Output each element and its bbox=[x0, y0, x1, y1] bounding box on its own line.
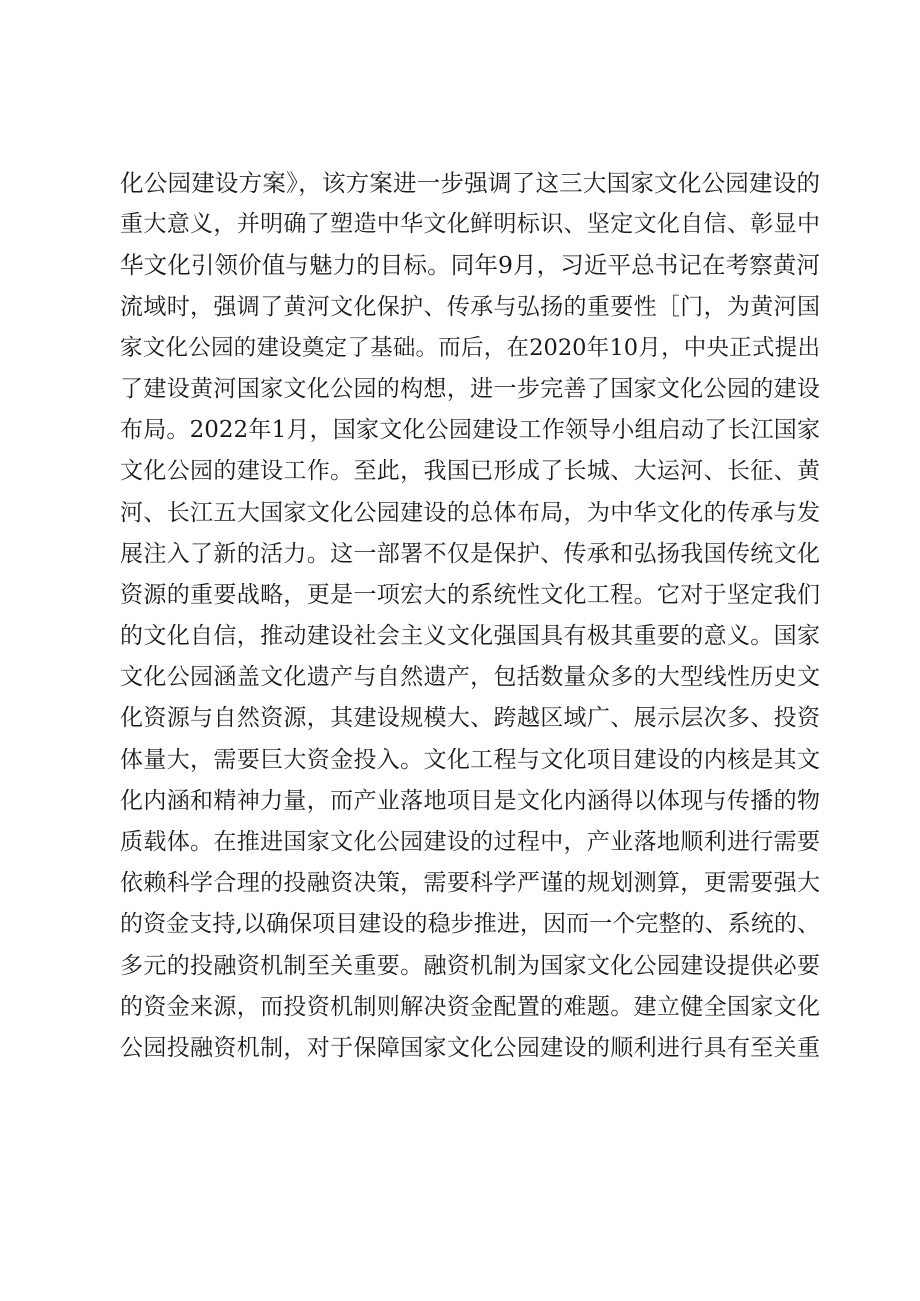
text-line: 展注入了新的活力。这一部署不仅是保护、传承和弘扬我国传统文化 bbox=[120, 540, 820, 567]
text-line: 多元的投融资机制至关重要。融资机制为国家文化公园建设提供必要 bbox=[120, 952, 820, 979]
text-line: 河、长江五大国家文化公园建设的总体布局，为中华文化的传承与发 bbox=[120, 499, 820, 526]
text-line: 重大意义，并明确了塑造中华文化鲜明标识、坚定文化自信、彰显中 bbox=[120, 211, 820, 238]
text-line: 化公园建设方案》，该方案进一步强调了这三大国家文化公园建设的 bbox=[120, 169, 820, 197]
text-line: 了建设黄河国家文化公园的构想，进一步完善了国家文化公园的建设 bbox=[120, 375, 820, 402]
text-line: 质载体。在推进国家文化公园建设的过程中，产业落地顺利进行需要 bbox=[120, 829, 820, 855]
body-paragraph bbox=[120, 163, 820, 1069]
text-line: 家文化公园的建设奠定了基础。而后，在2020年10月，中央正式提出 bbox=[120, 334, 820, 361]
text-line: 文化公园涵盖文化遗产与自然遗产，包括数量众多的大型线性历史文 bbox=[120, 664, 820, 691]
text-line: 的资金支持,以确保项目建设的稳步推进，因而一个完整的、系统的、 bbox=[120, 911, 820, 938]
text-line: 依赖科学合理的投融资决策，需要科学严谨的规划测算，更需要强大 bbox=[120, 870, 820, 897]
text-line: 的文化自信，推动建设社会主义文化强国具有极其重要的意义。国家 bbox=[120, 623, 820, 650]
text-line: 化内涵和精神力量，而产业落地项目是文化内涵得以体现与传播的物 bbox=[120, 787, 820, 814]
text-line: 资源的重要战略，更是一项宏大的系统性文化工程。它对于坚定我们 bbox=[120, 581, 820, 608]
text-line: 流域时，强调了黄河文化保护、传承与弘扬的重要性［门，为黄河国 bbox=[120, 293, 820, 320]
text-line: 的资金来源，而投资机制则解决资金配置的难题。建立健全国家文化 bbox=[120, 993, 820, 1020]
text-line: 化资源与自然资源，其建设规模大、跨越区域广、展示层次多、投资 bbox=[120, 705, 820, 732]
text-line: 文化公园的建设工作。至此，我国已形成了长城、大运河、长征、黄 bbox=[120, 458, 820, 485]
text-line: 布局。2022年1月，国家文化公园建设工作领导小组启动了长江国家 bbox=[120, 417, 820, 444]
text-line: 体量大，需要巨大资金投入。文化工程与文化项目建设的内核是其文 bbox=[120, 746, 820, 773]
text-line: 公园投融资机制，对于保障国家文化公园建设的顺利进行具有至关重 bbox=[120, 1034, 820, 1061]
text-line: 华文化引领价值与魅力的目标。同年9月，习近平总书记在考察黄河 bbox=[120, 251, 820, 280]
